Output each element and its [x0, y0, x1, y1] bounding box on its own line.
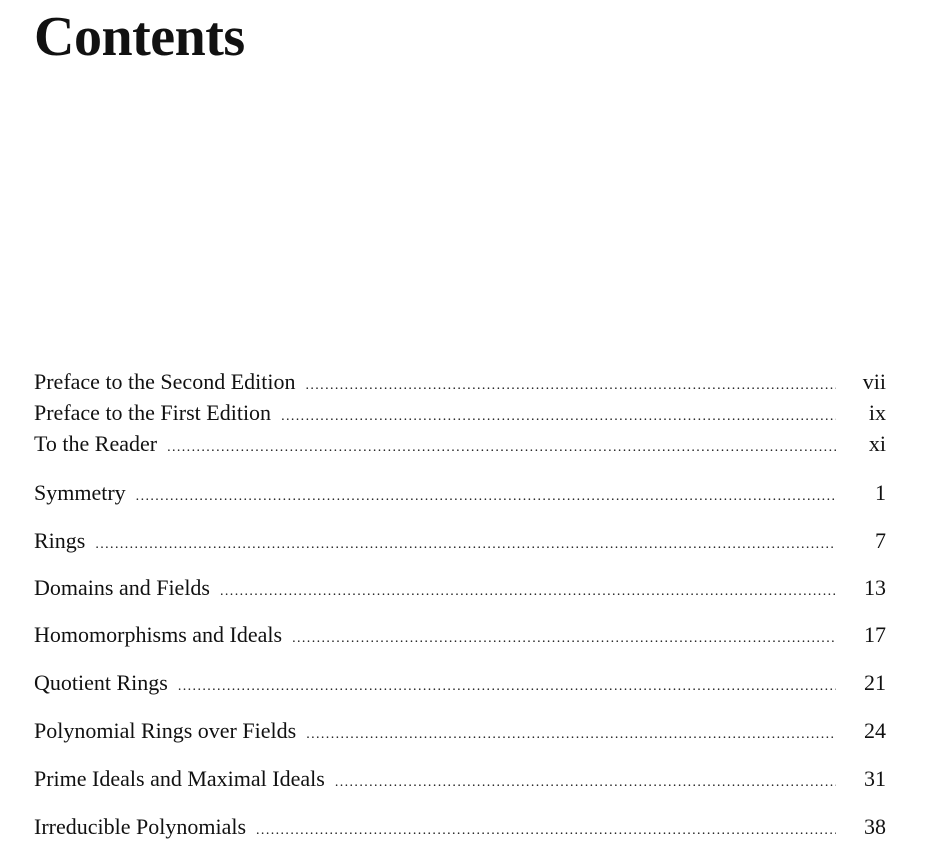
toc-entry-page: 24 [864, 718, 886, 743]
dot-leader [281, 402, 836, 432]
toc-entry [34, 764, 886, 794]
dot-leader [95, 530, 836, 560]
dot-leader [305, 371, 836, 401]
dot-leader [178, 672, 836, 702]
toc-entry-title: Prime Ideals and Maximal Ideals [34, 766, 325, 791]
toc-entry-page: 13 [864, 575, 886, 600]
toc-entry-page: 38 [864, 814, 886, 839]
dot-leader [220, 577, 836, 607]
toc-entry-page: 17 [864, 622, 886, 647]
toc-entry [34, 812, 886, 842]
dot-leader [335, 768, 836, 798]
toc-entry [34, 398, 886, 428]
toc-entry-title: Rings [34, 528, 86, 553]
toc-entry-page: 31 [864, 766, 886, 791]
toc-entry-title: Quotient Rings [34, 670, 168, 695]
toc-entry-title: Domains and Fields [34, 575, 210, 600]
toc-entry-page: vii [862, 369, 886, 394]
dot-leader [167, 433, 836, 463]
toc-entry-title: To the Reader [34, 431, 158, 456]
toc-entry [34, 716, 886, 746]
toc-entry [34, 367, 886, 397]
toc-entry-title: Preface to the Second Edition [34, 369, 296, 394]
toc-entry [34, 478, 886, 508]
toc-entry-title: Symmetry [34, 480, 126, 505]
toc-entry-title: Irreducible Polynomials [34, 814, 247, 839]
dot-leader [306, 720, 836, 750]
toc-entry-page: xi [868, 431, 886, 456]
toc-entry-title: Homomorphisms and Ideals [34, 622, 283, 647]
toc-entry-title: Polynomial Rings over Fields [34, 718, 297, 743]
dot-leader [292, 624, 836, 654]
toc-entry-page: 1 [875, 480, 886, 505]
toc-entry [34, 573, 886, 603]
dot-leader [136, 482, 836, 512]
toc-entry-page: ix [868, 400, 886, 425]
toc-entry [34, 526, 886, 556]
toc-entry [34, 620, 886, 650]
toc-entry [34, 429, 886, 459]
page-title: Contents [34, 6, 245, 68]
toc-entry-page: 7 [875, 528, 886, 553]
toc-entry-title: Preface to the First Edition [34, 400, 272, 425]
dot-leader [256, 816, 836, 846]
toc-entry-page: 21 [864, 670, 886, 695]
toc-entry [34, 668, 886, 698]
